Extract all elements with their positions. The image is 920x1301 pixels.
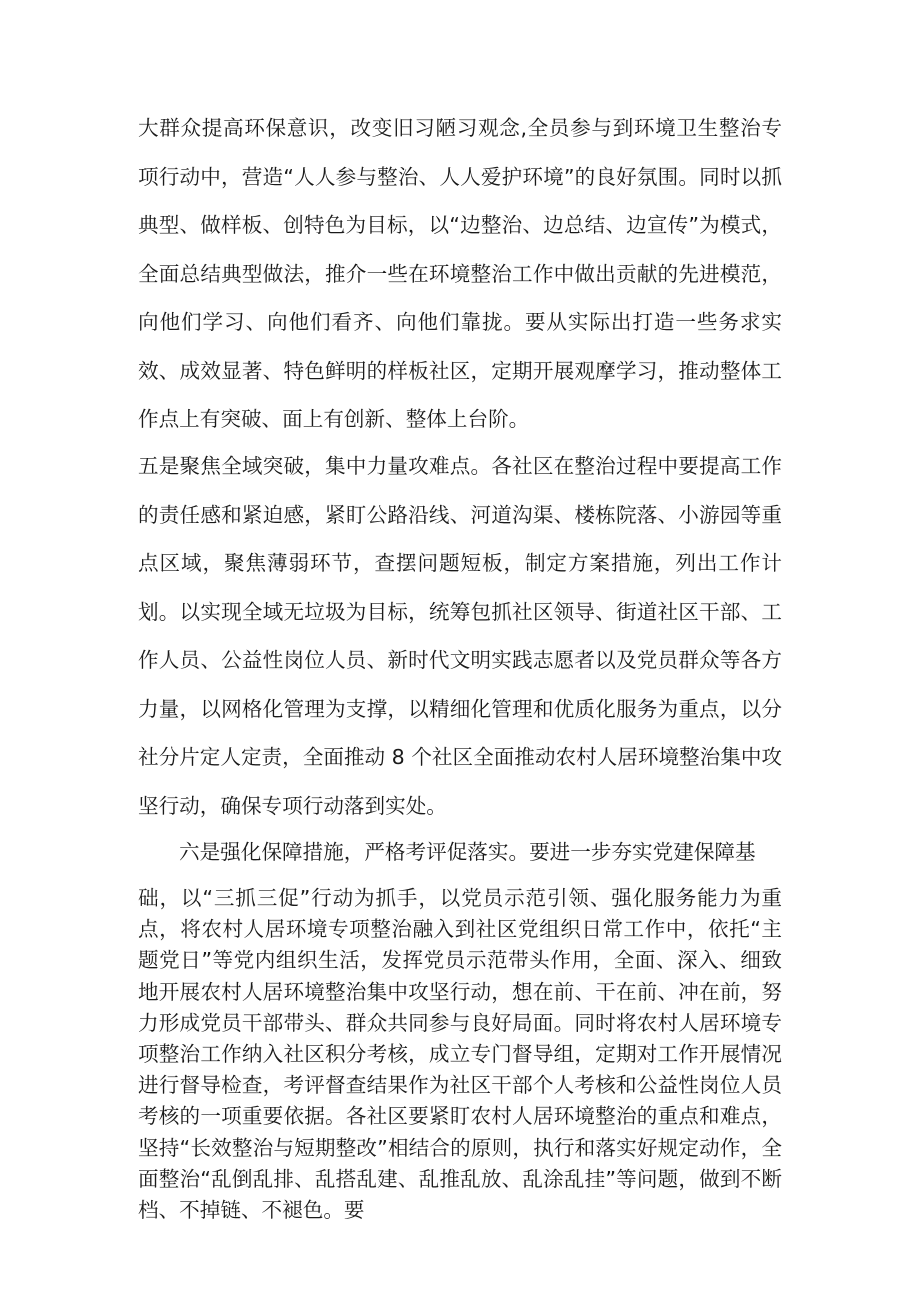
paragraph-six-safeguard-heading: 六是强化保障措施，严格考评促落实。要进一步夯实党建保障基 <box>179 840 756 864</box>
paragraph-public-awareness: 大群众提高环保意识，改变旧习陋习观念,全员参与到环境卫生整治专项行动中，营造“人人参与整治、人人爱护环境”的良好氛围。同时以抓典型、做样板、创特色为目标，以“边整治、边总结、边宣传”为模式，全面总结典型做法，推介一些在环境整治工作中做出贡献的先进模范，向他们学习、向他们看齐、向他们靠拢。要从实际出打造一些务求实效、成效显著、特色鲜明的样板社区，定期开展观摩学习，推动整体工作点上有突破、面上有创新、整体上台阶。 <box>138 116 782 431</box>
paragraph-six-safeguard-body: 础，以“三抓三促”行动为抓手，以党员示范引领、强化服务能力为重点，将农村人居环境专项整治融入到社区党组织日常工作中，依托“主题党日”等党内组织生活，发挥党员示范带头作用，全面、深入、细致地开展农村人居环境整治集中攻坚行动，想在前、干在前、冲在前，努力形成党员干部带头、群众共同参与良好局面。同时将农村人居环境专项整治工作纳入社区积分考核，成立专门督导组，定期对工作开展情况进行督导检查，考评督查结果作为社区干部个人考核和公益性岗位人员考核的一项重要依据。各社区要紧盯农村人居环境整治的重点和难点，坚持“长效整治与短期整改”相结合的原则，执行和落实好规定动作，全面整治“乱倒乱排、乱搭乱建、乱推乱放、乱涂乱挂”等问题，做到不断档、不掉链、不褪色。要 <box>138 886 782 1223</box>
paragraph-five-focus-breakthrough: 五是聚焦全域突破，集中力量攻难点。各社区在整治过程中要提高工作的责任感和紧迫感，紧盯公路沿线、河道沟渠、楼栋院落、小游园等重点区域，聚焦薄弱环节，查摆问题短板，制定方案措施，列出工作计划。以实现全域无垃圾为目标，统筹包抓社区领导、街道社区干部、工作人员、公益性岗位人员、新时代文明实践志愿者以及党员群众等各方力量，以网格化管理为支撑，以精细化管理和优质化服务为重点，以分社分片定人定责，全面推动 8 个社区全面推动农村人居环境整治集中攻坚行动，确保专项行动落到实处。 <box>138 454 783 818</box>
